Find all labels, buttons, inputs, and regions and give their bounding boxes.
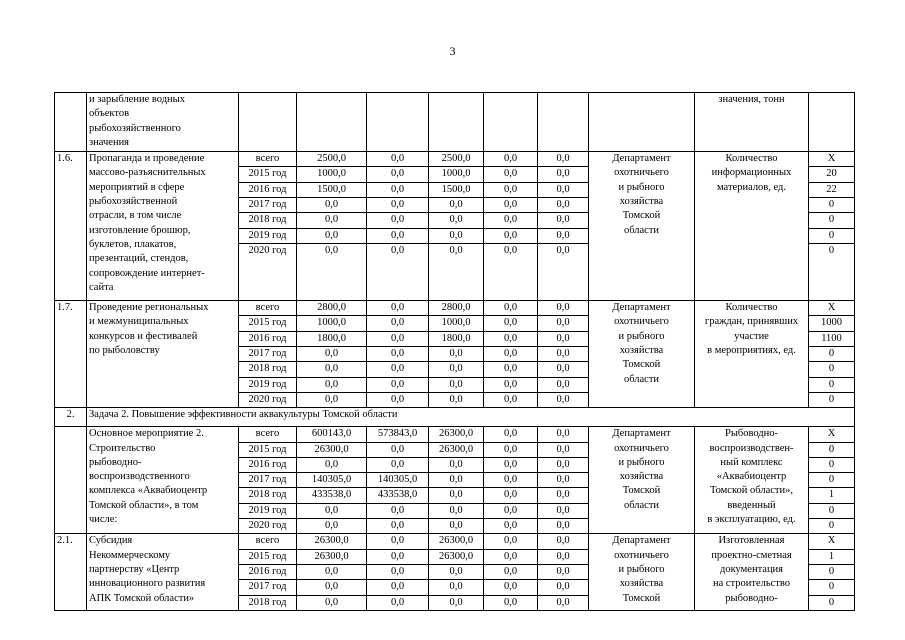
amount-value: 0,0	[297, 392, 367, 407]
indicator-line: введенный	[727, 499, 776, 511]
amount-value: 0,0	[484, 534, 538, 549]
measure-name-line: буклетов, плакатов,	[89, 238, 177, 250]
executor-line: области	[623, 373, 660, 385]
amount-value: 0,0	[297, 228, 367, 243]
task-row	[55, 408, 855, 427]
empty-cell	[538, 93, 589, 152]
amount-value: 0,0	[538, 167, 589, 182]
amount-value: 0,0	[429, 377, 484, 392]
executor-line: области	[623, 224, 660, 236]
amount-value: 0,0	[429, 519, 484, 534]
measure-name-line: и зарыбление водных	[89, 94, 185, 105]
amount-value: 0,0	[297, 377, 367, 392]
amount-value: 0,0	[484, 503, 538, 518]
measure-name-line: Строительство	[89, 442, 156, 454]
indicator-line: информационных	[711, 167, 792, 179]
amount-value: 0,0	[297, 213, 367, 228]
amount-value: 0,0	[367, 152, 429, 167]
amount-value: 0,0	[429, 503, 484, 518]
amount-value: 0,0	[429, 595, 484, 610]
executor-line: Томской	[622, 592, 661, 604]
executor-line: Томской	[622, 485, 661, 497]
executor-cell	[589, 93, 695, 152]
amount-value: 0,0	[484, 473, 538, 488]
amount-value: 0,0	[367, 442, 429, 457]
year-label: 2019 год	[239, 377, 297, 392]
executor-line: хозяйства	[619, 471, 664, 483]
indicator-line: в эксплуатацию, ед.	[707, 514, 796, 526]
indicator-line: рыбоводно-	[725, 592, 778, 604]
task-number: 2.	[55, 408, 87, 427]
indicator-value: X	[809, 301, 855, 316]
amount-value: 0,0	[429, 362, 484, 377]
amount-value: 0,0	[538, 347, 589, 362]
measure-name-line: Пропаганда и проведение	[89, 153, 205, 165]
measure-name-line: презентаций, стендов,	[89, 253, 189, 265]
amount-value: 0,0	[538, 519, 589, 534]
year-label: 2016 год	[239, 182, 297, 197]
amount-value: 26300,0	[297, 442, 367, 457]
executor-cell	[589, 534, 695, 610]
amount-value: 0,0	[297, 595, 367, 610]
amount-value: 0,0	[484, 331, 538, 346]
amount-value: 0,0	[429, 213, 484, 228]
amount-value: 0,0	[484, 442, 538, 457]
indicator-value: 1	[809, 549, 855, 564]
year-row	[55, 427, 855, 442]
amount-value: 0,0	[367, 243, 429, 300]
amount-value: 0,0	[484, 488, 538, 503]
executor-cell	[589, 152, 695, 301]
amount-value: 0,0	[538, 549, 589, 564]
executor-line: охотничьего	[614, 316, 669, 328]
empty-cell	[367, 93, 429, 152]
measure-name-cell	[87, 427, 239, 534]
amount-value: 0,0	[484, 316, 538, 331]
amount-value: 0,0	[538, 316, 589, 331]
amount-value: 26300,0	[429, 549, 484, 564]
executor-line: хозяйства	[619, 578, 664, 590]
amount-value: 0,0	[484, 243, 538, 300]
amount-value: 0,0	[538, 152, 589, 167]
amount-value: 0,0	[429, 347, 484, 362]
amount-value: 1800,0	[297, 331, 367, 346]
executor-line: Томской	[622, 210, 661, 222]
amount-value: 26300,0	[297, 534, 367, 549]
executor-line: Департамент	[612, 153, 671, 165]
amount-value: 0,0	[429, 457, 484, 472]
amount-value: 0,0	[484, 549, 538, 564]
indicator-line: проектно-сметная	[711, 549, 792, 561]
executor-line: охотничьего	[614, 442, 669, 454]
measure-name-line: АПК Томской области»	[89, 592, 195, 604]
amount-value: 0,0	[429, 243, 484, 300]
amount-value: 0,0	[538, 534, 589, 549]
amount-value: 1800,0	[429, 331, 484, 346]
amount-value: 0,0	[297, 519, 367, 534]
continuation-row	[55, 93, 855, 152]
amount-value: 0,0	[484, 377, 538, 392]
indicator-value: 1	[809, 488, 855, 503]
measure-name-line: значения	[89, 136, 130, 148]
amount-value: 0,0	[484, 301, 538, 316]
measure-name-line: Томской области», в том	[89, 499, 199, 511]
executor-line: хозяйства	[619, 345, 664, 357]
executor-line: Департамент	[612, 535, 671, 547]
measure-name-line: мероприятий в сфере	[89, 181, 185, 193]
executor-line: и рыбного	[618, 181, 665, 193]
amount-value: 0,0	[484, 182, 538, 197]
amount-value: 0,0	[484, 198, 538, 213]
amount-value: 0,0	[429, 488, 484, 503]
amount-value: 0,0	[484, 213, 538, 228]
executor-cell	[589, 301, 695, 408]
amount-value: 1000,0	[297, 316, 367, 331]
amount-value: 0,0	[429, 392, 484, 407]
indicator-line: Количество	[725, 302, 778, 314]
amount-value: 0,0	[367, 595, 429, 610]
amount-value: 0,0	[367, 362, 429, 377]
indicator-line: ный комплекс	[720, 456, 783, 468]
indicator-value: 0	[809, 228, 855, 243]
amount-value: 0,0	[538, 473, 589, 488]
indicator-line: Количество	[725, 153, 778, 165]
measure-name-line: конкурсов и фестивалей	[89, 330, 198, 342]
executor-line: и рыбного	[618, 456, 665, 468]
year-row	[55, 534, 855, 549]
amount-value: 26300,0	[429, 442, 484, 457]
indicator-line: в мероприятиях, ед.	[707, 345, 796, 357]
executor-line: Департамент	[612, 302, 671, 314]
amount-value: 1000,0	[429, 167, 484, 182]
indicator-value: 0	[809, 473, 855, 488]
amount-value: 0,0	[538, 488, 589, 503]
amount-value: 0,0	[367, 549, 429, 564]
indicator-line: материалов, ед.	[716, 181, 787, 193]
amount-value: 433538,0	[297, 488, 367, 503]
amount-value: 0,0	[367, 331, 429, 346]
amount-value: 2800,0	[429, 301, 484, 316]
amount-value: 0,0	[367, 213, 429, 228]
task-title: Задача 2. Повышение эффективности аквакультуры Томской области	[87, 408, 855, 427]
indicator-value: 0	[809, 595, 855, 610]
indicator-value: 0	[809, 347, 855, 362]
measure-name-line: инновационного развития	[89, 578, 206, 590]
amount-value: 0,0	[538, 182, 589, 197]
year-label: 2018 год	[239, 213, 297, 228]
measure-name-line: объектов	[89, 108, 130, 120]
measure-name-cell	[87, 152, 239, 301]
amount-value: 0,0	[484, 595, 538, 610]
indicator-value: 0	[809, 457, 855, 472]
indicator-value: 1000	[809, 316, 855, 331]
measure-name-line: по рыболовству	[89, 345, 160, 357]
amount-value: 0,0	[484, 362, 538, 377]
indicator-value: 0	[809, 392, 855, 407]
indicator-value-cell	[809, 93, 855, 152]
amount-value: 0,0	[297, 564, 367, 579]
amount-value: 2500,0	[297, 152, 367, 167]
row-number-cell	[55, 93, 87, 152]
indicator-value: 0	[809, 442, 855, 457]
indicator-line: Томской области»,	[709, 485, 793, 497]
indicator-line: воспроизводствен-	[709, 442, 794, 454]
amount-value: 0,0	[538, 580, 589, 595]
measure-name-line: партнерству «Центр	[89, 563, 180, 575]
measure-name-cell	[87, 93, 239, 152]
year-label: 2018 год	[239, 362, 297, 377]
row-number: 2.1.	[55, 534, 87, 610]
executor-line: охотничьего	[614, 167, 669, 179]
measure-name-line: Проведение региональных	[89, 302, 209, 314]
year-label: 2020 год	[239, 392, 297, 407]
amount-value: 0,0	[538, 377, 589, 392]
amount-value: 573843,0	[367, 427, 429, 442]
indicator-name-cell	[695, 301, 809, 408]
amount-value: 0,0	[429, 198, 484, 213]
indicator-value: 20	[809, 167, 855, 182]
indicator-value: X	[809, 152, 855, 167]
amount-value: 0,0	[297, 347, 367, 362]
indicator-cell: значения, тонн	[695, 93, 809, 152]
indicator-line: документация	[719, 563, 784, 575]
amount-value: 0,0	[484, 519, 538, 534]
row-number	[55, 427, 87, 534]
amount-value: 0,0	[484, 152, 538, 167]
measure-name-line: отрасли, в том числе	[89, 210, 182, 222]
year-label: 2015 год	[239, 316, 297, 331]
indicator-name-cell	[695, 534, 809, 610]
year-label: 2017 год	[239, 473, 297, 488]
amount-value: 140305,0	[297, 473, 367, 488]
executor-line: Томской	[622, 359, 661, 371]
indicator-line: Изготовленная	[718, 535, 785, 547]
amount-value: 0,0	[429, 564, 484, 579]
amount-value: 0,0	[538, 457, 589, 472]
amount-value: 0,0	[297, 457, 367, 472]
amount-value: 0,0	[367, 301, 429, 316]
amount-value: 0,0	[484, 427, 538, 442]
measure-name-line: числе:	[89, 514, 118, 526]
indicator-line: «Аквабиоцентр	[716, 471, 787, 483]
measure-name-line: сопровождение интернет-	[89, 267, 205, 279]
amount-value: 0,0	[429, 580, 484, 595]
executor-line: и рыбного	[618, 330, 665, 342]
amount-value: 0,0	[367, 198, 429, 213]
indicator-value: 22	[809, 182, 855, 197]
amount-value: 0,0	[484, 457, 538, 472]
year-label: 2019 год	[239, 228, 297, 243]
amount-value: 0,0	[538, 503, 589, 518]
amount-value: 0,0	[367, 580, 429, 595]
amount-value: 0,0	[538, 243, 589, 300]
year-label: 2016 год	[239, 564, 297, 579]
amount-value: 140305,0	[367, 473, 429, 488]
amount-value: 1000,0	[297, 167, 367, 182]
year-label: всего	[239, 534, 297, 549]
amount-value: 0,0	[367, 457, 429, 472]
amount-value: 0,0	[538, 427, 589, 442]
amount-value: 0,0	[538, 595, 589, 610]
amount-value: 26300,0	[429, 534, 484, 549]
year-label: 2016 год	[239, 331, 297, 346]
measure-name-line: воспроизводственного	[89, 471, 190, 483]
amount-value: 0,0	[429, 473, 484, 488]
measure-name-line: и межмуниципальных	[89, 316, 189, 328]
year-label: 2017 год	[239, 198, 297, 213]
year-label: всего	[239, 301, 297, 316]
year-label: 2015 год	[239, 442, 297, 457]
amount-value: 0,0	[538, 213, 589, 228]
amount-value: 1000,0	[429, 316, 484, 331]
amount-value: 0,0	[367, 316, 429, 331]
amount-value: 0,0	[538, 392, 589, 407]
amount-value: 1500,0	[297, 182, 367, 197]
indicator-value: X	[809, 427, 855, 442]
indicator-value: 0	[809, 377, 855, 392]
executor-cell	[589, 427, 695, 534]
measure-name-line: Субсидия	[89, 535, 133, 547]
indicator-name-cell	[695, 152, 809, 301]
executor-line: и рыбного	[618, 563, 665, 575]
measure-name-line: изготовление брошюр,	[89, 224, 191, 236]
year-label: 2016 год	[239, 457, 297, 472]
indicator-value: 0	[809, 580, 855, 595]
indicator-value: 0	[809, 519, 855, 534]
amount-value: 0,0	[367, 167, 429, 182]
measure-name-line: рыбохозяйственной	[89, 196, 178, 208]
amount-value: 0,0	[297, 580, 367, 595]
indicator-line: участие	[734, 330, 769, 342]
amount-value: 0,0	[484, 228, 538, 243]
amount-value: 0,0	[538, 331, 589, 346]
empty-cell	[429, 93, 484, 152]
measure-name-cell	[87, 534, 239, 610]
measure-name-line: Основное мероприятие 2.	[89, 428, 204, 440]
indicator-value: 0	[809, 243, 855, 300]
empty-cell	[297, 93, 367, 152]
year-label: всего	[239, 152, 297, 167]
indicator-line: Рыбоводно-	[724, 428, 779, 440]
measure-name-line: Некоммерческому	[89, 549, 171, 561]
year-label: 2020 год	[239, 519, 297, 534]
indicator-value: 0	[809, 503, 855, 518]
amount-value: 0,0	[297, 243, 367, 300]
amount-value: 0,0	[538, 228, 589, 243]
measure-name-line: массово-разъяснительных	[89, 167, 206, 179]
amount-value: 1500,0	[429, 182, 484, 197]
year-label: 2018 год	[239, 488, 297, 503]
amount-value: 0,0	[367, 347, 429, 362]
amount-value: 0,0	[484, 347, 538, 362]
measure-name-line: рыбохозяйственного	[89, 122, 181, 134]
year-label: 2019 год	[239, 503, 297, 518]
amount-value: 0,0	[367, 182, 429, 197]
amount-value: 0,0	[367, 519, 429, 534]
program-table	[54, 92, 855, 611]
row-number: 1.7.	[55, 301, 87, 408]
amount-value: 0,0	[538, 442, 589, 457]
amount-value: 26300,0	[297, 549, 367, 564]
amount-value: 0,0	[429, 228, 484, 243]
year-label: 2018 год	[239, 595, 297, 610]
year-label: всего	[239, 427, 297, 442]
amount-value: 0,0	[367, 228, 429, 243]
empty-cell	[484, 93, 538, 152]
executor-line: охотничьего	[614, 549, 669, 561]
indicator-value: 1100	[809, 331, 855, 346]
row-number: 1.6.	[55, 152, 87, 301]
indicator-value: 0	[809, 213, 855, 228]
year-row	[55, 152, 855, 167]
amount-value: 0,0	[538, 564, 589, 579]
amount-value: 0,0	[538, 198, 589, 213]
indicator-value: X	[809, 534, 855, 549]
empty-cell	[239, 93, 297, 152]
amount-value: 0,0	[297, 503, 367, 518]
amount-value: 0,0	[297, 198, 367, 213]
measure-name-cell	[87, 301, 239, 408]
amount-value: 0,0	[484, 564, 538, 579]
executor-line: области	[623, 499, 660, 511]
executor-line: Департамент	[612, 428, 671, 440]
amount-value: 0,0	[297, 362, 367, 377]
amount-value: 0,0	[484, 167, 538, 182]
amount-value: 433538,0	[367, 488, 429, 503]
amount-value: 0,0	[367, 534, 429, 549]
amount-value: 0,0	[367, 564, 429, 579]
year-label: 2020 год	[239, 243, 297, 300]
amount-value: 600143,0	[297, 427, 367, 442]
amount-value: 0,0	[367, 392, 429, 407]
indicator-line: граждан, принявших	[704, 316, 799, 328]
year-label: 2017 год	[239, 347, 297, 362]
year-row	[55, 301, 855, 316]
amount-value: 0,0	[538, 301, 589, 316]
amount-value: 0,0	[367, 377, 429, 392]
amount-value: 2800,0	[297, 301, 367, 316]
measure-name-line: рыбоводно-	[89, 456, 142, 468]
page-number: 3	[449, 44, 456, 58]
indicator-line: на строительство	[712, 578, 791, 590]
measure-name-line: сайта	[89, 281, 114, 293]
amount-value: 26300,0	[429, 427, 484, 442]
executor-line: хозяйства	[619, 196, 664, 208]
indicator-value: 0	[809, 362, 855, 377]
measure-name-line: комплекса «Аквабиоцентр	[89, 485, 208, 497]
amount-value: 0,0	[367, 503, 429, 518]
amount-value: 0,0	[484, 392, 538, 407]
indicator-value: 0	[809, 198, 855, 213]
indicator-value: 0	[809, 564, 855, 579]
amount-value: 0,0	[484, 580, 538, 595]
indicator-name-cell	[695, 427, 809, 534]
amount-value: 0,0	[538, 362, 589, 377]
year-label: 2017 год	[239, 580, 297, 595]
amount-value: 2500,0	[429, 152, 484, 167]
year-label: 2015 год	[239, 167, 297, 182]
year-label: 2015 год	[239, 549, 297, 564]
